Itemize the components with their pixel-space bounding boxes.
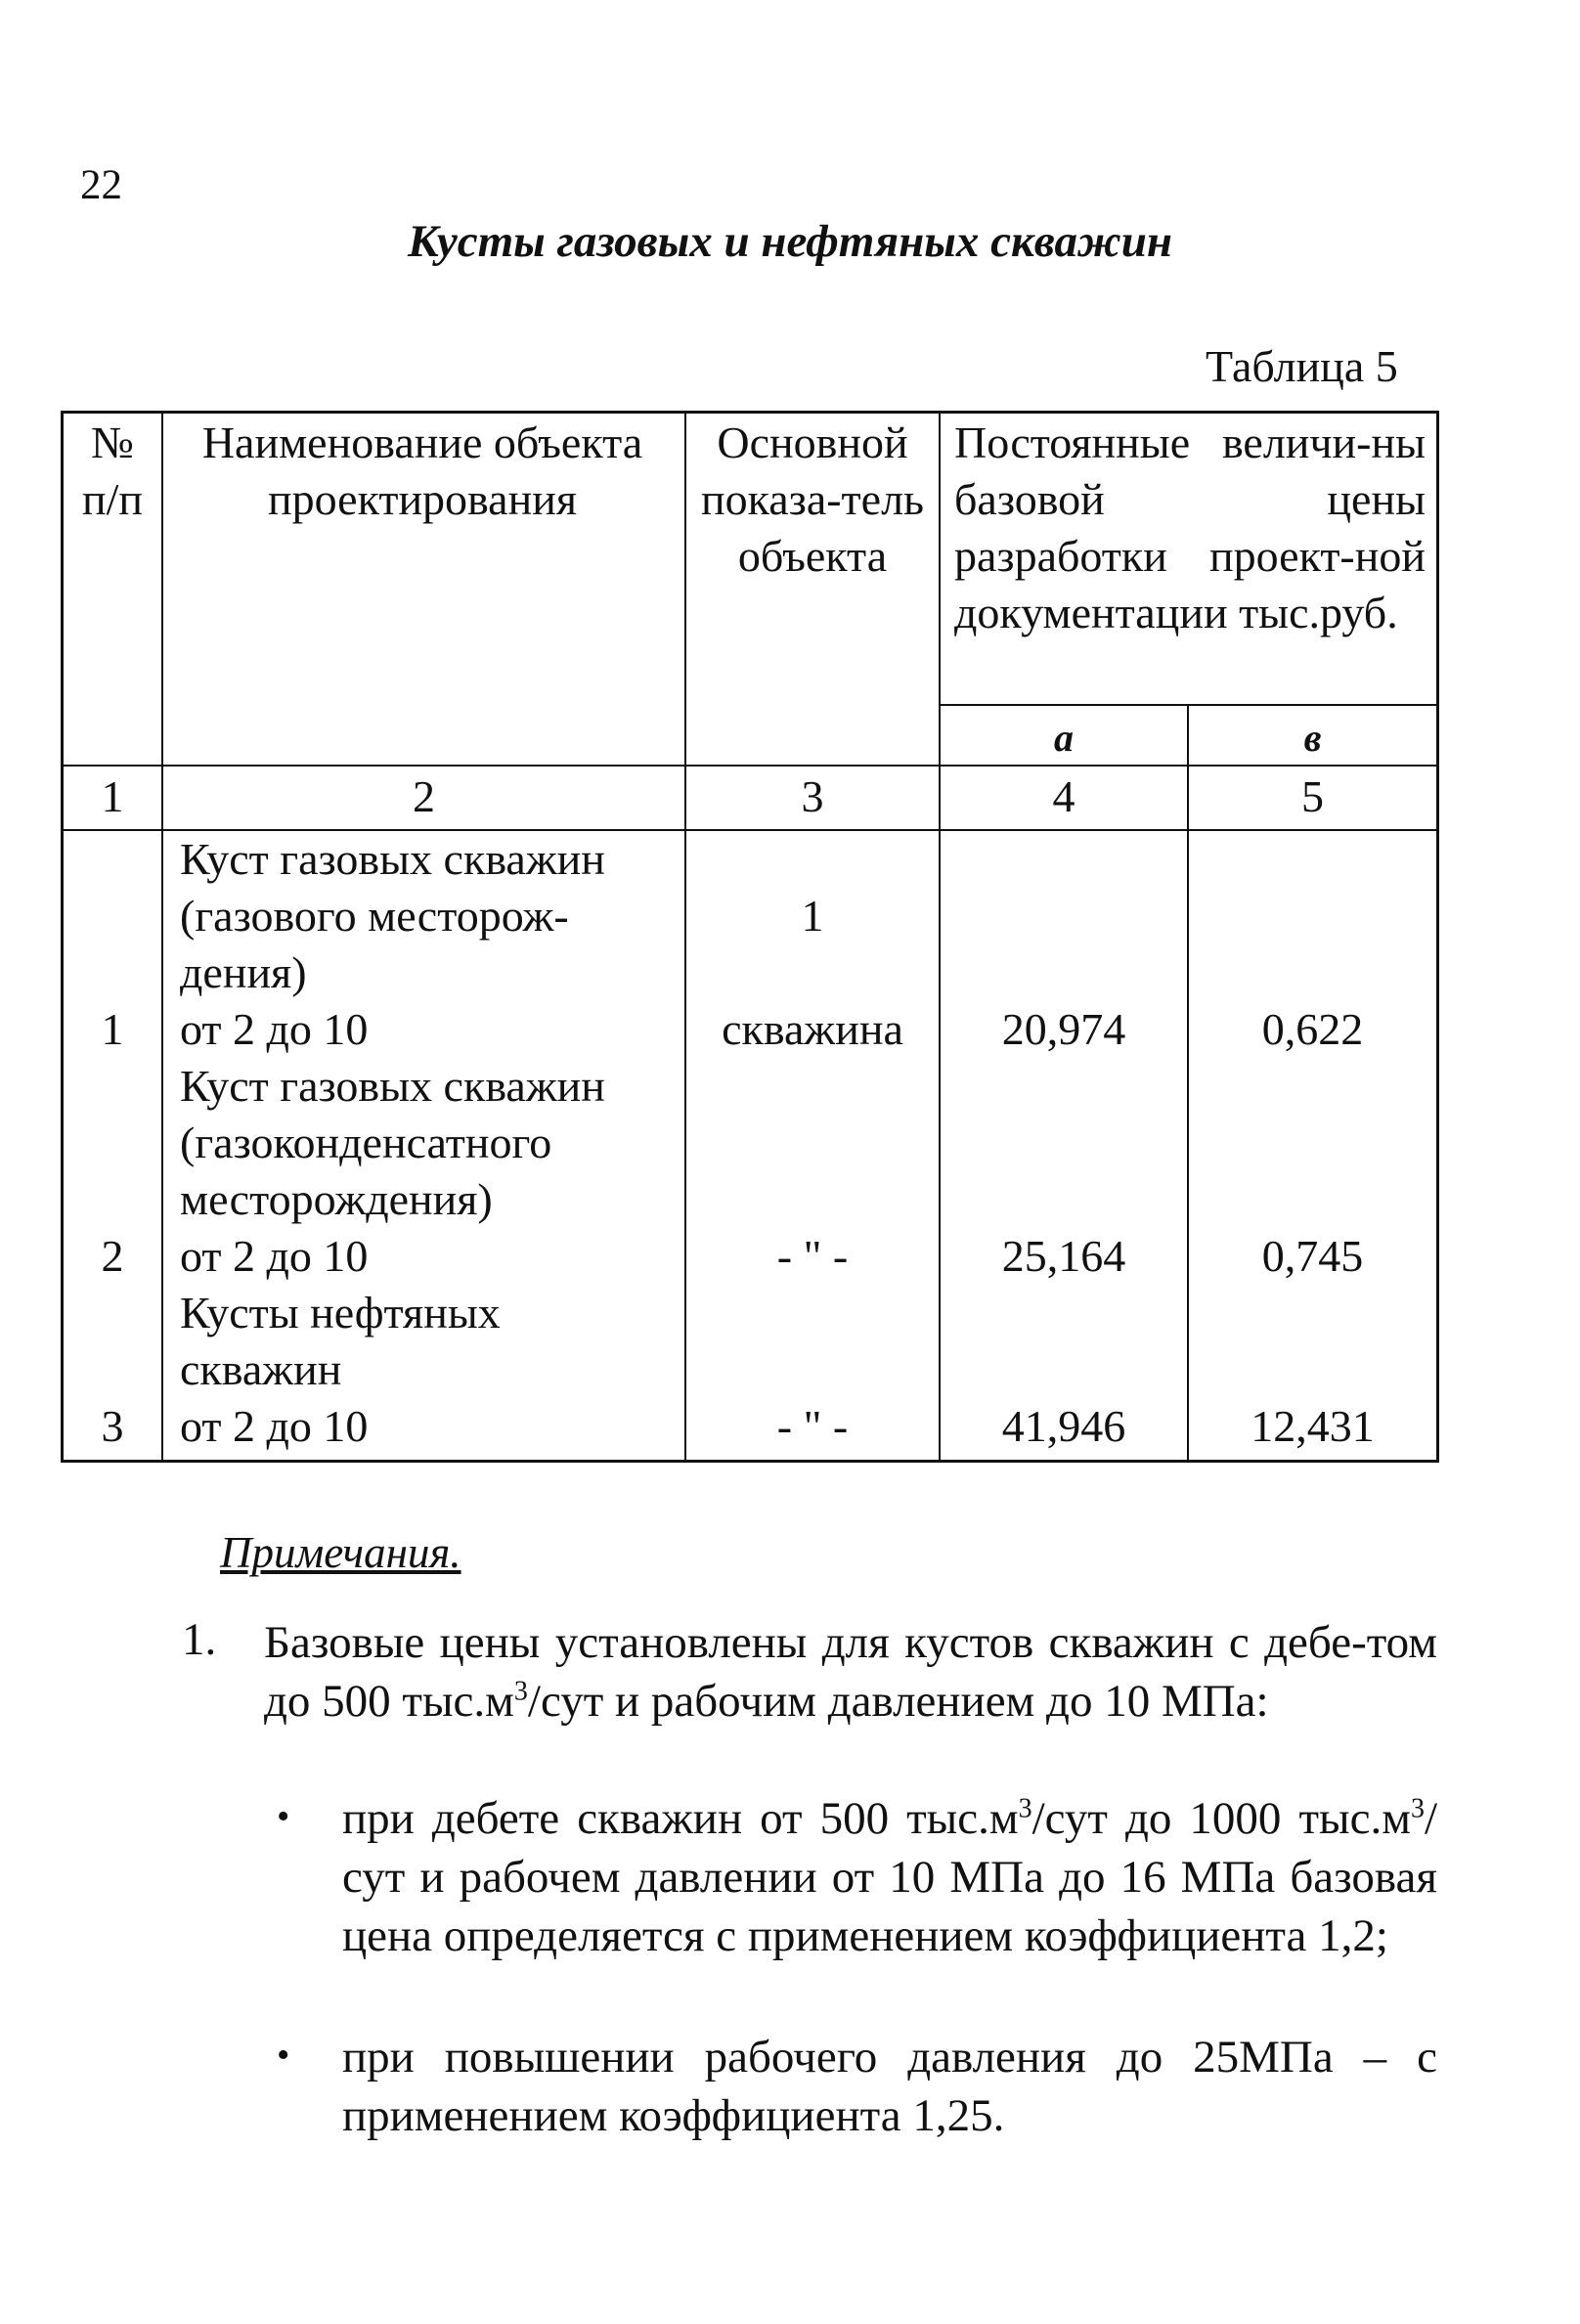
header-b: в bbox=[1303, 716, 1322, 760]
row-1-name-line: (газового месторож- bbox=[180, 891, 569, 941]
table-caption: Таблица 5 bbox=[1206, 341, 1398, 391]
note-text-part: Базовые цены установлены для кустов скважин с дебе-том до 500 тыс.м bbox=[264, 1617, 1437, 1727]
column-number: 1 bbox=[101, 771, 124, 821]
column-divider bbox=[161, 411, 163, 1463]
header-indicator: Основной показа-тель объекта bbox=[700, 417, 925, 581]
bullet-text-part: /сут и рабочем давлении от 10 МПа до 16 МПа базовая цена определяется с применением коэффициента 1,2; bbox=[342, 1793, 1437, 1961]
row-2-name-line: от 2 до 10 bbox=[180, 1231, 369, 1281]
bullet-marker: • bbox=[277, 2035, 290, 2076]
row-3-value-b: 12,431 bbox=[1251, 1401, 1375, 1451]
header-a: а bbox=[1054, 716, 1074, 760]
page-number: 22 bbox=[80, 162, 122, 208]
row-3-name-line: от 2 до 10 bbox=[180, 1401, 369, 1451]
bullet-text-part: /сут до 1000 тыс.м bbox=[1031, 1793, 1411, 1844]
row-2-name-line: Куст газовых скважин bbox=[180, 1061, 605, 1111]
table-border-top bbox=[61, 411, 1439, 414]
row-2-name-line: месторождения) bbox=[180, 1174, 493, 1224]
superscript: 3 bbox=[513, 1676, 528, 1707]
bullet-text bbox=[342, 1789, 1437, 1965]
note-number: 1. bbox=[182, 1614, 217, 1665]
row-1-name-line: от 2 до 10 bbox=[180, 1004, 369, 1054]
table-border-bottom bbox=[61, 1460, 1439, 1463]
column-number: 2 bbox=[413, 771, 435, 821]
superscript: 3 bbox=[1018, 1793, 1032, 1824]
row-1-name-line: Куст газовых скважин bbox=[180, 834, 605, 884]
column-number: 3 bbox=[801, 771, 824, 821]
row-2-indicator-unit: - " - bbox=[776, 1231, 849, 1281]
row-3-num: 3 bbox=[101, 1401, 124, 1451]
price-table bbox=[61, 411, 1439, 1462]
header-constants: Постоянные величи-ны базовой цены разработки проект-ной документации тыс.руб. bbox=[954, 417, 1426, 637]
row-1-indicator-value: 1 bbox=[801, 891, 824, 941]
row-1-value-a: 20,974 bbox=[1001, 1004, 1126, 1054]
row-2-value-a: 25,164 bbox=[1001, 1231, 1126, 1281]
bullet-text: при повышении рабочего давления до 25МПа – с применением коэффициента 1,25. bbox=[342, 2032, 1437, 2141]
column-number: 5 bbox=[1301, 771, 1324, 821]
row-2-value-b: 0,745 bbox=[1261, 1231, 1364, 1281]
row-1-value-b: 0,622 bbox=[1261, 1004, 1364, 1054]
bullet-text-part: при дебете скважин от 500 тыс.м bbox=[342, 1793, 1019, 1844]
notes-heading: Примечания. bbox=[220, 1528, 461, 1577]
row-1-num: 1 bbox=[101, 1004, 124, 1054]
table-border-left bbox=[61, 411, 64, 1463]
header-name: Наименование объекта проектирования bbox=[201, 417, 643, 524]
row-1-name-line: дения) bbox=[180, 947, 307, 997]
superscript: 3 bbox=[1410, 1793, 1425, 1824]
header-num: № п/п bbox=[81, 417, 143, 524]
row-divider bbox=[939, 704, 1439, 706]
row-1-indicator-unit: скважина bbox=[722, 1004, 903, 1054]
row-3-indicator-unit: - " - bbox=[776, 1401, 849, 1451]
page-title: Кусты газовых и нефтяных скважин bbox=[408, 216, 1172, 267]
row-2-name-line: (газоконденсатного bbox=[180, 1118, 552, 1167]
note-text-part: /сут и рабочим давлением до 10 МПа: bbox=[527, 1676, 1269, 1727]
row-3-name-line: скважин bbox=[180, 1344, 342, 1394]
bullet-marker: • bbox=[277, 1796, 290, 1837]
column-divider bbox=[939, 411, 941, 1463]
row-2-num: 2 bbox=[101, 1231, 124, 1281]
note-text bbox=[264, 1613, 1437, 1731]
row-3-value-a: 41,946 bbox=[1001, 1401, 1126, 1451]
column-number: 4 bbox=[1052, 771, 1075, 821]
row-3-name-line: Кусты нефтяных bbox=[180, 1288, 501, 1337]
table-border-right bbox=[1436, 411, 1439, 1463]
